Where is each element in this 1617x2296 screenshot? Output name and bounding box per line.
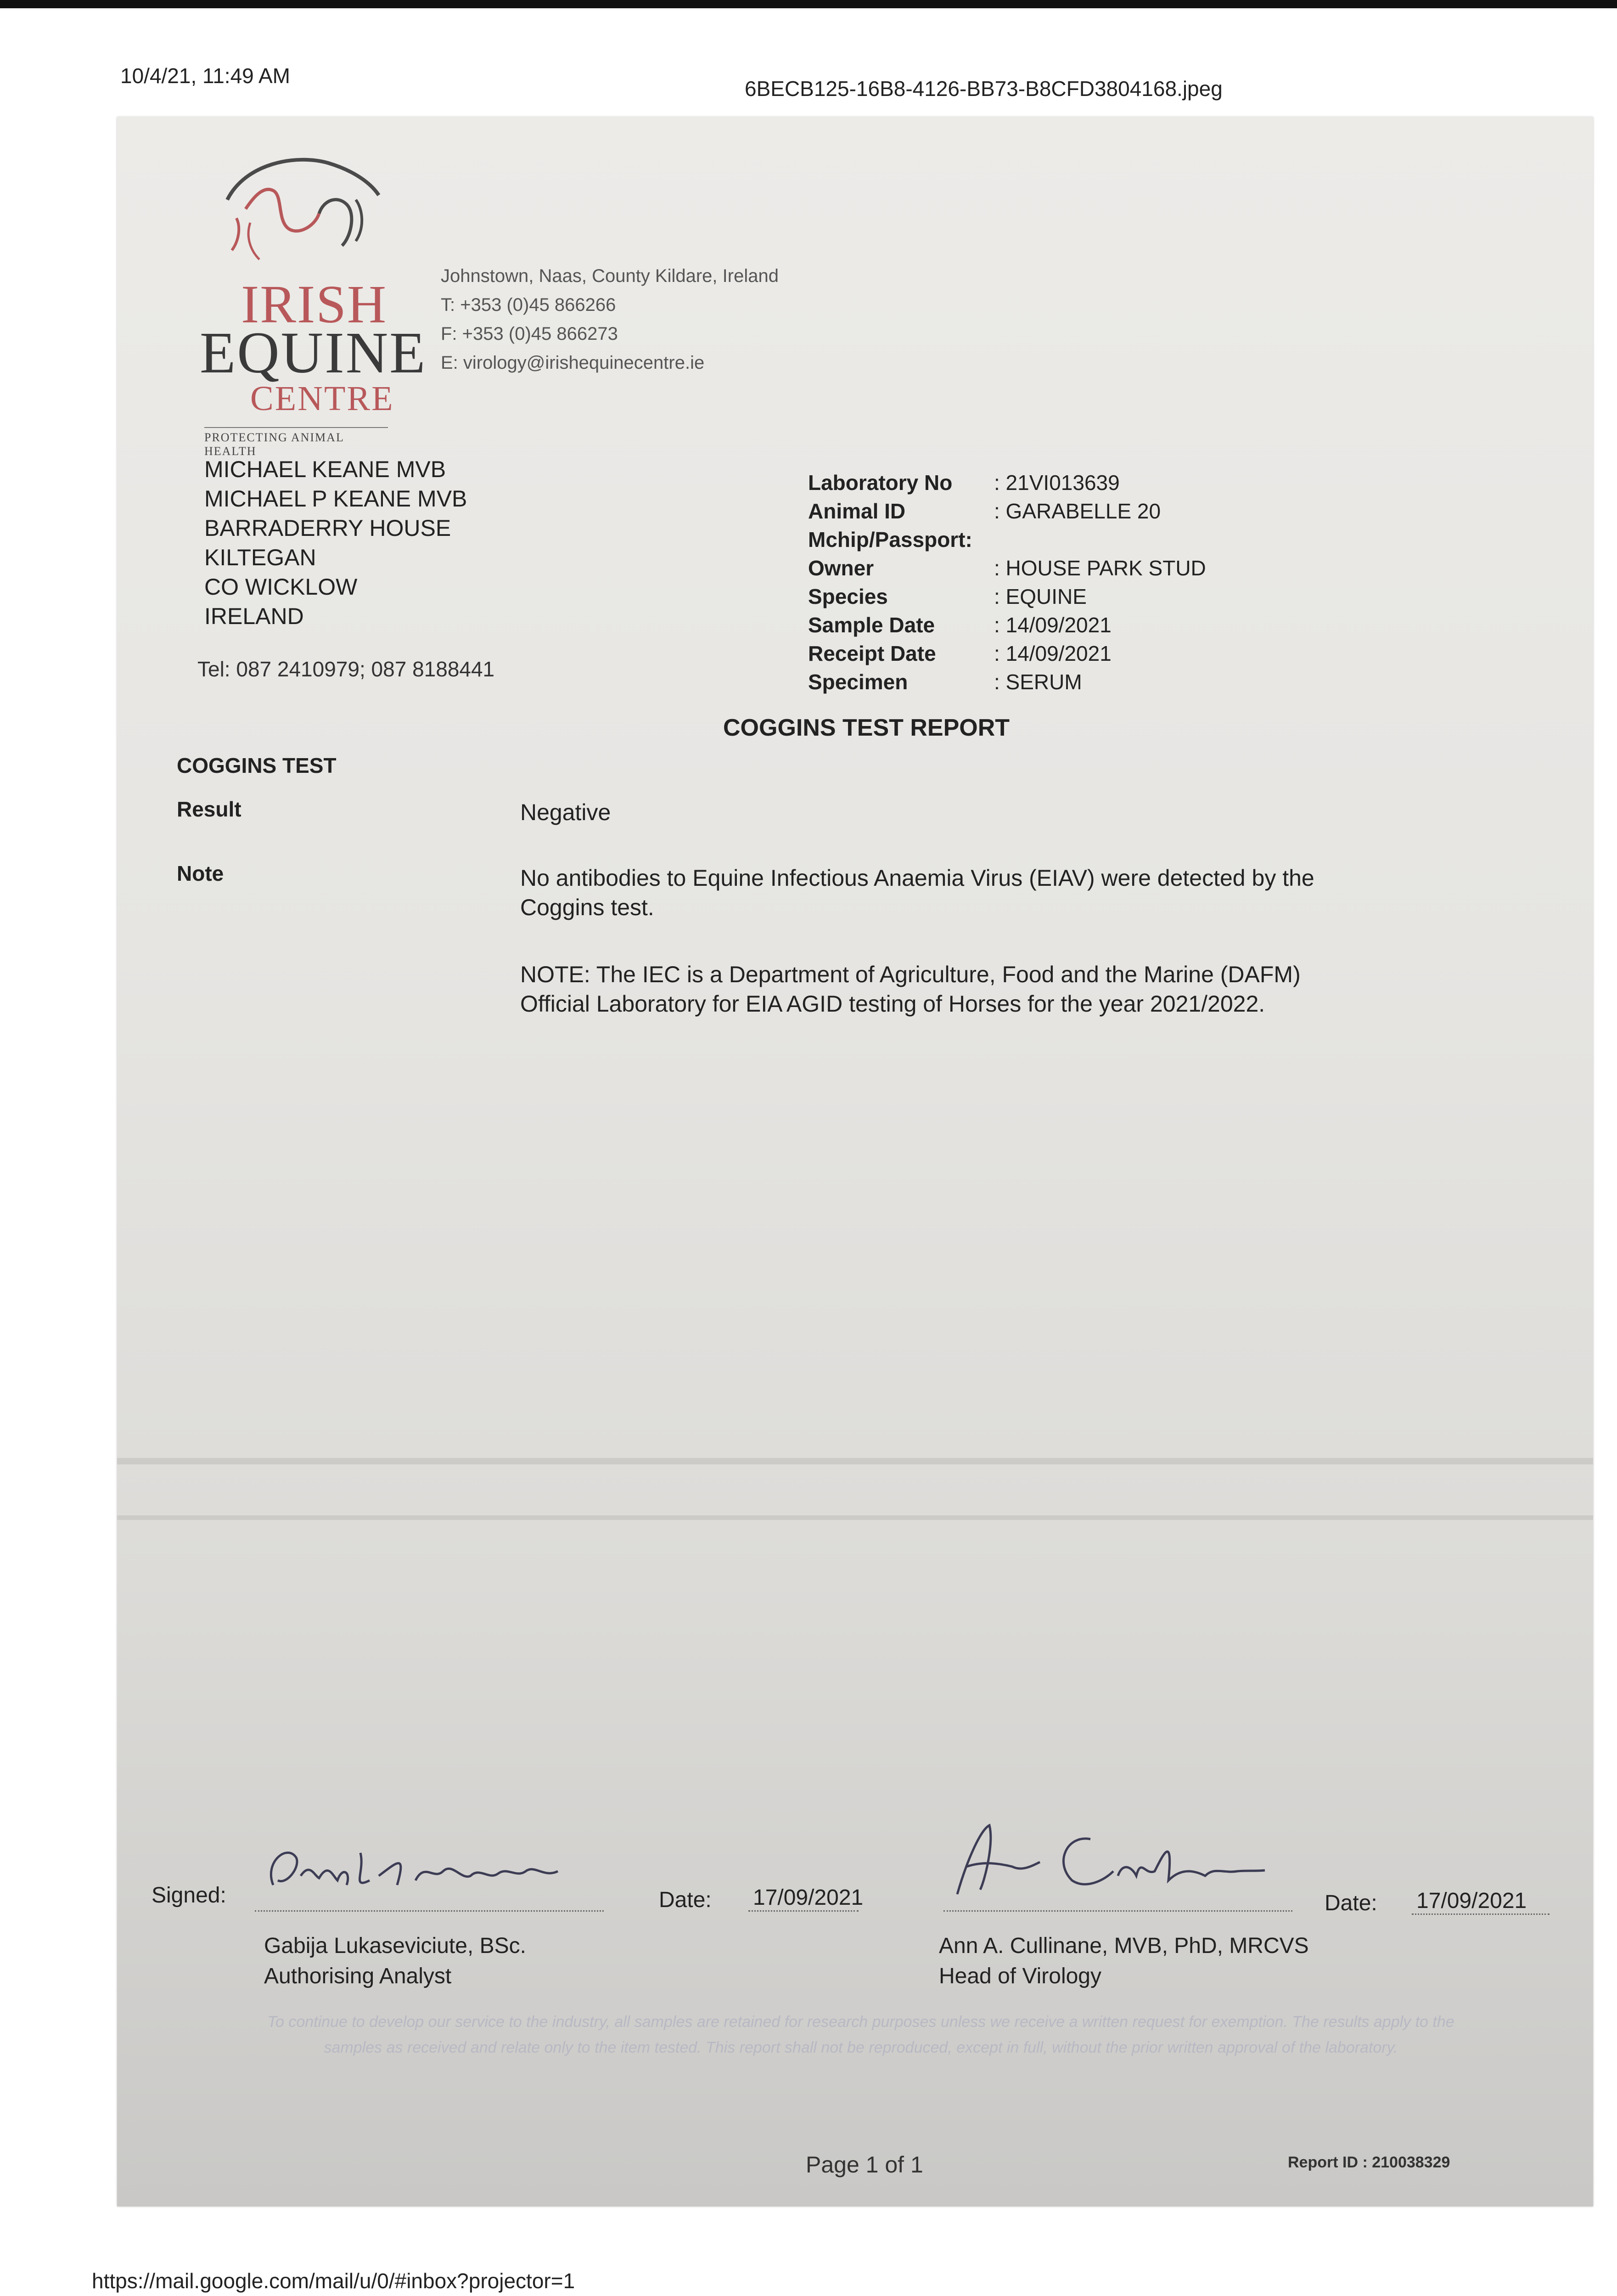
print-datetime: 10/4/21, 11:49 AM (120, 64, 290, 88)
info-label: Laboratory No (808, 471, 953, 495)
info-value: : HOUSE PARK STUD (994, 556, 1206, 580)
info-label: Species (808, 585, 888, 608)
recipient-address (204, 455, 467, 631)
info-value: : SERUM (994, 670, 1082, 694)
date-line (1412, 1913, 1550, 1915)
print-filename: 6BECB125-16B8-4126-BB73-B8CFD3804168.jpeg (745, 77, 1223, 101)
result-value: Negative (520, 799, 611, 825)
scanned-document (117, 117, 1593, 2206)
info-row (808, 497, 1206, 525)
note-text: No antibodies to Equine Infectious Anaemia Virus (EIAV) were detected by the Coggins test. (520, 865, 1314, 920)
info-row (808, 611, 1206, 639)
date-label: Date: (1325, 1891, 1377, 1915)
report-title: COGGINS TEST REPORT (723, 715, 1010, 741)
signed-label: Signed: (152, 1883, 226, 1908)
date-value-analyst: 17/09/2021 (753, 1885, 864, 1910)
disclaimer-text: To continue to develop our service to the industry, all samples are retained for research purposes unless we receive a written request for exemption. The results apply to the samples as received and relate only to the item tested. This report shall not be reproduced, except in full, without the prior written approval of the laboratory. (267, 2013, 1454, 2056)
address-line: MICHAEL KEANE MVB (204, 456, 446, 482)
logo-text-equine: EQUINE (200, 320, 427, 385)
horse-logo-icon (218, 135, 393, 269)
section-heading: COGGINS TEST (177, 754, 337, 777)
top-border (0, 0, 1617, 8)
head-name-block (939, 1931, 1309, 1992)
contact-address: Johnstown, Naas, County Kildare, Ireland (441, 266, 779, 286)
info-row (808, 639, 1206, 668)
signature-line (255, 1910, 604, 1912)
irish-equine-centre-logo (200, 135, 427, 458)
recipient-tel: Tel: 087 2410979; 087 8188441 (197, 657, 495, 681)
print-url: https://mail.google.com/mail/u/0/#inbox?projector=1 (92, 2269, 575, 2293)
info-value: : 21VI013639 (994, 471, 1120, 495)
info-row (808, 582, 1206, 611)
info-value: : 14/09/2021 (994, 642, 1112, 665)
info-row (808, 554, 1206, 582)
analyst-signature (259, 1835, 572, 1903)
date-label: Date: (659, 1888, 712, 1912)
result-label: Result (177, 797, 241, 821)
logo-text-irish: IRISH (241, 274, 387, 334)
signature-line (943, 1910, 1292, 1912)
logo-text-centre: CENTRE (250, 379, 394, 418)
address-line: CO WICKLOW (204, 574, 358, 600)
info-label: Specimen (808, 670, 908, 694)
info-label: Receipt Date (808, 642, 936, 665)
date-line (748, 1910, 859, 1912)
head-name: Ann A. Cullinane, MVB, PhD, MRCVS (939, 1934, 1309, 1958)
head-virology-signature (939, 1816, 1269, 1903)
date-value-head: 17/09/2021 (1416, 1889, 1527, 1913)
note-label: Note (177, 861, 224, 885)
page-number: Page 1 of 1 (806, 2152, 923, 2178)
centre-contact-block (441, 262, 779, 377)
analyst-name: Gabija Lukaseviciute, BSc. (264, 1934, 526, 1958)
contact-phone: T: +353 (0)45 866266 (441, 295, 616, 315)
info-value: : GARABELLE 20 (994, 499, 1161, 523)
info-row (808, 525, 1206, 554)
head-role: Head of Virology (939, 1964, 1101, 1988)
info-label: Mchip/Passport: (808, 528, 972, 551)
address-line: KILTEGAN (204, 545, 316, 570)
contact-email: E: virology@irishequinecentre.ie (441, 353, 705, 373)
address-line: IRELAND (204, 603, 304, 629)
info-label: Owner (808, 556, 874, 580)
contact-fax: F: +353 (0)45 866273 (441, 324, 618, 344)
info-row (808, 468, 1206, 497)
sample-info-table (808, 468, 1206, 696)
report-id: Report ID : 210038329 (1288, 2154, 1450, 2171)
logo-tagline: PROTECTING ANIMAL HEALTH (204, 427, 388, 458)
info-value: : EQUINE (994, 585, 1087, 608)
address-line: MICHAEL P KEANE MVB (204, 486, 467, 512)
fold-line (117, 1458, 1593, 1464)
info-value: : 14/09/2021 (994, 613, 1112, 637)
info-label: Animal ID (808, 499, 906, 523)
info-row (808, 668, 1206, 696)
info-label: Sample Date (808, 613, 935, 637)
dafm-note-text: NOTE: The IEC is a Department of Agriculture, Food and the Marine (DAFM) Official Laboratory for EIA AGID testing of Horses for the year 2021/2022. (520, 962, 1301, 1017)
analyst-name-block (264, 1931, 526, 1992)
fold-line (117, 1515, 1593, 1520)
address-line: BARRADERRY HOUSE (204, 515, 451, 541)
analyst-role: Authorising Analyst (264, 1964, 452, 1988)
